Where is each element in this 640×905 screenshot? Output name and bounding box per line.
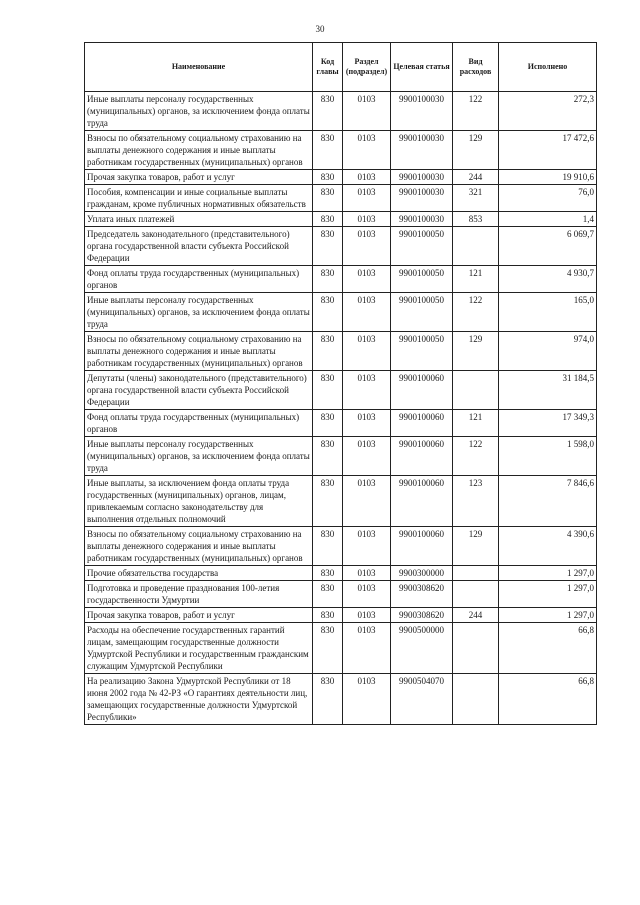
cell-code: 830 xyxy=(313,371,343,410)
cell-article: 9900100050 xyxy=(391,293,453,332)
cell-article: 9900100060 xyxy=(391,410,453,437)
cell-section: 0103 xyxy=(343,227,391,266)
cell-type: 853 xyxy=(453,212,499,227)
cell-amount: 272,3 xyxy=(499,92,597,131)
cell-name: Прочая закупка товаров, работ и услуг xyxy=(85,608,313,623)
table-row xyxy=(85,185,597,212)
cell-name: Прочие обязательства государства xyxy=(85,566,313,581)
cell-section: 0103 xyxy=(343,92,391,131)
cell-section: 0103 xyxy=(343,476,391,527)
header-type: Вид расходов xyxy=(453,43,499,92)
cell-type: 321 xyxy=(453,185,499,212)
budget-table xyxy=(84,42,597,725)
table-row xyxy=(85,476,597,527)
cell-name: Взносы по обязательному социальному страхованию на выплаты денежного содержания и иные выплаты работникам государственных (муниципальных) органов xyxy=(85,131,313,170)
cell-amount: 19 910,6 xyxy=(499,170,597,185)
table-row xyxy=(85,131,597,170)
cell-article: 9900100030 xyxy=(391,92,453,131)
table-header-row xyxy=(85,43,597,92)
cell-code: 830 xyxy=(313,227,343,266)
table-row xyxy=(85,674,597,725)
cell-amount: 1,4 xyxy=(499,212,597,227)
cell-type: 129 xyxy=(453,527,499,566)
cell-amount: 4 930,7 xyxy=(499,266,597,293)
cell-type: 129 xyxy=(453,332,499,371)
cell-section: 0103 xyxy=(343,131,391,170)
cell-code: 830 xyxy=(313,332,343,371)
table-row xyxy=(85,608,597,623)
page-number: 30 xyxy=(315,24,325,34)
cell-type: 121 xyxy=(453,266,499,293)
cell-type: 123 xyxy=(453,476,499,527)
cell-article: 9900100050 xyxy=(391,266,453,293)
cell-amount: 1 297,0 xyxy=(499,566,597,581)
cell-section: 0103 xyxy=(343,266,391,293)
cell-section: 0103 xyxy=(343,293,391,332)
table-row xyxy=(85,212,597,227)
cell-article: 9900100030 xyxy=(391,131,453,170)
cell-section: 0103 xyxy=(343,332,391,371)
cell-code: 830 xyxy=(313,92,343,131)
cell-section: 0103 xyxy=(343,170,391,185)
cell-section: 0103 xyxy=(343,212,391,227)
cell-article: 9900308620 xyxy=(391,608,453,623)
cell-article: 9900100030 xyxy=(391,212,453,227)
table-row xyxy=(85,437,597,476)
cell-article: 9900308620 xyxy=(391,581,453,608)
cell-name: Иные выплаты персоналу государственных (муниципальных) органов, за исключением фонда оплаты труда xyxy=(85,293,313,332)
cell-amount: 7 846,6 xyxy=(499,476,597,527)
cell-code: 830 xyxy=(313,623,343,674)
cell-name: Фонд оплаты труда государственных (муниципальных) органов xyxy=(85,266,313,293)
cell-code: 830 xyxy=(313,185,343,212)
cell-article: 9900100060 xyxy=(391,476,453,527)
cell-name: Фонд оплаты труда государственных (муниципальных) органов xyxy=(85,410,313,437)
header-amount: Исполнено xyxy=(499,43,597,92)
cell-amount: 66,8 xyxy=(499,674,597,725)
cell-type xyxy=(453,581,499,608)
header-article: Целевая статья xyxy=(391,43,453,92)
table-row xyxy=(85,566,597,581)
cell-amount: 17 472,6 xyxy=(499,131,597,170)
cell-name: Иные выплаты персоналу государственных (муниципальных) органов, за исключением фонда оплаты труда xyxy=(85,437,313,476)
cell-name: Взносы по обязательному социальному страхованию на выплаты денежного содержания и иные выплаты работникам государственных (муниципальных) органов xyxy=(85,332,313,371)
cell-name: Депутаты (члены) законодательного (представительного) органа государственной власти субъекта Российской Федерации xyxy=(85,371,313,410)
cell-amount: 4 390,6 xyxy=(499,527,597,566)
cell-code: 830 xyxy=(313,608,343,623)
table-row xyxy=(85,332,597,371)
cell-section: 0103 xyxy=(343,185,391,212)
cell-article: 9900100030 xyxy=(391,170,453,185)
cell-amount: 31 184,5 xyxy=(499,371,597,410)
cell-article: 9900300000 xyxy=(391,566,453,581)
cell-name: На реализацию Закона Удмуртской Республики от 18 июня 2002 года № 42-РЗ «О гарантиях деятельности лиц, замещающих государственные должности Удмуртской Республики» xyxy=(85,674,313,725)
cell-amount: 165,0 xyxy=(499,293,597,332)
cell-name: Пособия, компенсации и иные социальные выплаты гражданам, кроме публичных нормативных обязательств xyxy=(85,185,313,212)
cell-code: 830 xyxy=(313,170,343,185)
table-row xyxy=(85,581,597,608)
cell-section: 0103 xyxy=(343,437,391,476)
cell-code: 830 xyxy=(313,581,343,608)
table-row xyxy=(85,623,597,674)
table-row xyxy=(85,266,597,293)
cell-type xyxy=(453,227,499,266)
cell-code: 830 xyxy=(313,527,343,566)
cell-name: Прочая закупка товаров, работ и услуг xyxy=(85,170,313,185)
cell-article: 9900100050 xyxy=(391,332,453,371)
cell-section: 0103 xyxy=(343,608,391,623)
cell-name: Взносы по обязательному социальному страхованию на выплаты денежного содержания и иные выплаты работникам государственных (муниципальных) органов xyxy=(85,527,313,566)
cell-section: 0103 xyxy=(343,527,391,566)
table-row xyxy=(85,371,597,410)
table-row xyxy=(85,293,597,332)
cell-section: 0103 xyxy=(343,623,391,674)
cell-name: Иные выплаты персоналу государственных (муниципальных) органов, за исключением фонда оплаты труда xyxy=(85,92,313,131)
table-row xyxy=(85,527,597,566)
cell-type xyxy=(453,674,499,725)
cell-section: 0103 xyxy=(343,410,391,437)
cell-article: 9900100030 xyxy=(391,185,453,212)
table-row xyxy=(85,227,597,266)
cell-section: 0103 xyxy=(343,566,391,581)
cell-amount: 66,8 xyxy=(499,623,597,674)
cell-amount: 76,0 xyxy=(499,185,597,212)
cell-name: Председатель законодательного (представительного) органа государственной власти субъекта Российской Федерации xyxy=(85,227,313,266)
cell-amount: 17 349,3 xyxy=(499,410,597,437)
header-code: Код главы xyxy=(313,43,343,92)
table-row xyxy=(85,170,597,185)
cell-code: 830 xyxy=(313,476,343,527)
cell-code: 830 xyxy=(313,266,343,293)
cell-amount: 6 069,7 xyxy=(499,227,597,266)
cell-type: 244 xyxy=(453,608,499,623)
cell-name: Подготовка и проведение празднования 100-летия государственности Удмуртии xyxy=(85,581,313,608)
cell-article: 9900504070 xyxy=(391,674,453,725)
cell-article: 9900100060 xyxy=(391,371,453,410)
cell-code: 830 xyxy=(313,674,343,725)
header-name: Наименование xyxy=(85,43,313,92)
cell-article: 9900100050 xyxy=(391,227,453,266)
cell-type: 122 xyxy=(453,293,499,332)
table-row xyxy=(85,410,597,437)
table-row xyxy=(85,92,597,131)
cell-type xyxy=(453,371,499,410)
cell-type: 244 xyxy=(453,170,499,185)
cell-code: 830 xyxy=(313,410,343,437)
cell-type: 129 xyxy=(453,131,499,170)
cell-type: 122 xyxy=(453,92,499,131)
cell-type xyxy=(453,623,499,674)
cell-code: 830 xyxy=(313,437,343,476)
cell-code: 830 xyxy=(313,131,343,170)
header-section: Раздел (подраздел) xyxy=(343,43,391,92)
cell-article: 9900100060 xyxy=(391,437,453,476)
cell-type: 122 xyxy=(453,437,499,476)
cell-type xyxy=(453,566,499,581)
cell-section: 0103 xyxy=(343,674,391,725)
cell-article: 9900500000 xyxy=(391,623,453,674)
cell-name: Иные выплаты, за исключением фонда оплаты труда государственных (муниципальных) органов, лицам, привлекаемым согласно законодательству для выполнения отдельных полномочий xyxy=(85,476,313,527)
cell-section: 0103 xyxy=(343,581,391,608)
cell-code: 830 xyxy=(313,212,343,227)
cell-name: Уплата иных платежей xyxy=(85,212,313,227)
cell-amount: 974,0 xyxy=(499,332,597,371)
cell-type: 121 xyxy=(453,410,499,437)
cell-article: 9900100060 xyxy=(391,527,453,566)
cell-amount: 1 297,0 xyxy=(499,608,597,623)
cell-section: 0103 xyxy=(343,371,391,410)
cell-code: 830 xyxy=(313,293,343,332)
cell-amount: 1 297,0 xyxy=(499,581,597,608)
cell-code: 830 xyxy=(313,566,343,581)
cell-amount: 1 598,0 xyxy=(499,437,597,476)
cell-name: Расходы на обеспечение государственных гарантий лицам, замещающим государственные должности Удмуртской Республики и государственным гражданским служащим Удмуртской Республики xyxy=(85,623,313,674)
